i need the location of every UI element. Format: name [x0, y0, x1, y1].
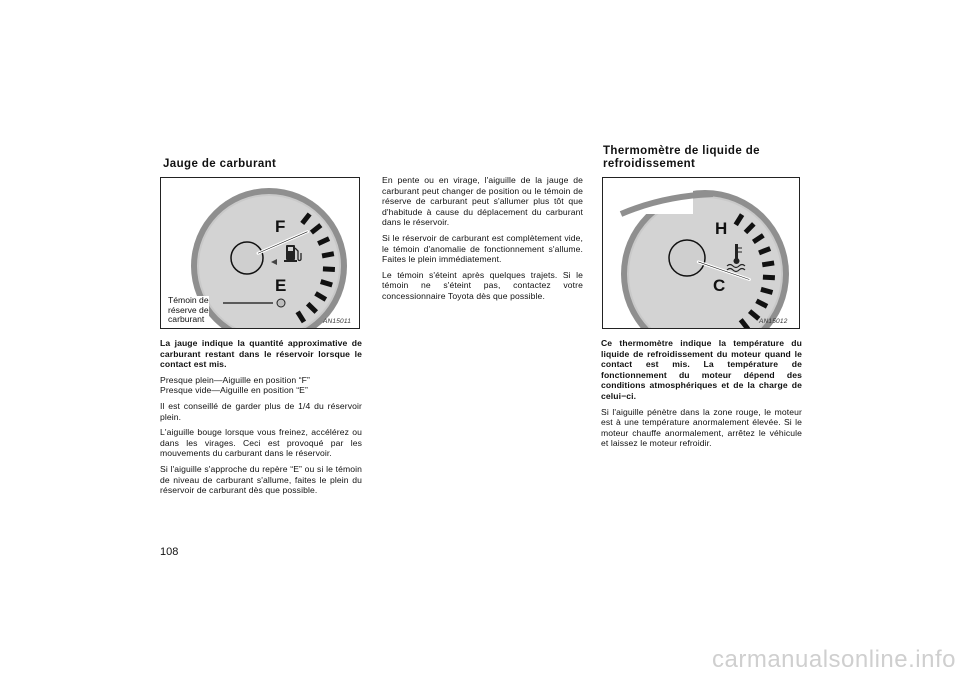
fuel-empty-malfunction-note: Si le réservoir de carburant est complètement vide, le témoin d'anomalie de fonctionnement s'allume. Faites le plein immédiatement. — [382, 232, 583, 265]
fuel-reserve-label-line-2: réserve de — [168, 304, 209, 315]
fuel-gauge-intro: La jauge indique la quantité approximative de carburant restant dans le réservoir lorsque le contact est mis. — [160, 338, 362, 370]
coolant-gauge-figure — [602, 177, 800, 329]
watermark: carmanualsonline.info — [712, 646, 956, 673]
page-number: 108 — [160, 546, 179, 558]
fuel-reserve-label — [168, 296, 209, 325]
fuel-full-position: Presque plein—Aiguille en position “F” — [160, 374, 310, 385]
coolant-gauge-text — [601, 338, 802, 454]
fuel-gauge-tick — [321, 282, 332, 285]
fuel-needle-hub — [231, 242, 263, 274]
coolant-figure-code: AN15012 — [759, 318, 788, 325]
fuel-empty-mark: E — [275, 276, 287, 295]
fuel-refill-advice: Si l'aiguille s'approche du repère “E” ou si le témoin de niveau de carburant s'allume, faites le plein du réservoir de carburant dès que possible. — [160, 463, 362, 496]
coolant-cold-mark: C — [713, 276, 726, 295]
fuel-dealer-note: Le témoin s'éteint après quelques trajets. Si le témoin ne s'éteint pas, contactez votre concessionnaire Toyota dès que possible. — [382, 269, 583, 301]
coolant-needle-hub — [669, 240, 705, 276]
fuel-gauge-figure — [160, 177, 360, 329]
fuel-slope-note: En pente ou en virage, l'aiguille de la jauge de carburant peut changer de position ou le témoin de réserve de carburant peut s'allumer plus tôt que d'habitude à cause du déplacement du carburant dans le réservoir. — [382, 175, 583, 228]
fuel-gauge-tick — [323, 269, 335, 270]
fuel-full-mark: F — [275, 217, 286, 236]
fuel-gauge-heading: Jauge de carburant — [163, 158, 277, 170]
fuel-reserve-label-line-1: Témoin de — [168, 295, 209, 305]
fuel-gauge-tick — [322, 254, 334, 256]
coolant-heading-line-1: Thermomètre de liquide de — [603, 145, 760, 157]
coolant-hot-mark: H — [715, 219, 728, 238]
coolant-gauge-illustration — [603, 178, 799, 328]
coolant-heading-line-2: refroidissement — [603, 158, 696, 170]
fuel-figure-code: AN15011 — [323, 318, 352, 325]
coolant-overheat-advice: Si l'aiguille pénètre dans la zone rouge, le moteur est à une température anormalement élevée. Si le moteur chauffe anormalement, arrêtez le véhicule et laissez le moteur refroidir. — [601, 406, 802, 449]
fuel-needle-movement: L'aiguille bouge lorsque vous freinez, accélérez ou dans les virages. Ceci est provoqué par les mouvements du carburant dans le réservoir. — [160, 427, 362, 459]
fuel-quarter-advice: Il est conseillé de garder plus de 1/4 du réservoir plein. — [160, 400, 362, 422]
fuel-reserve-warning-light — [277, 299, 285, 307]
coolant-gauge-intro: Ce thermomètre indique la température du liquide de refroidissement du moteur quand le contact est mis. La température de fonctionnement du moteur dépend des conditions atmosphériques et de la charge de celui−ci. — [601, 338, 802, 401]
coolant-gauge-heading — [603, 145, 760, 171]
coolant-gauge-tick — [761, 289, 773, 292]
fuel-gauge-text — [160, 338, 362, 501]
fuel-reserve-label-line-3: carburant — [168, 314, 205, 325]
fuel-empty-position: Presque vide—Aiguille en position “E” — [160, 385, 308, 396]
coolant-gauge-tick — [762, 263, 774, 265]
coolant-gauge-tick — [763, 277, 775, 278]
fuel-warning-text — [382, 175, 583, 307]
